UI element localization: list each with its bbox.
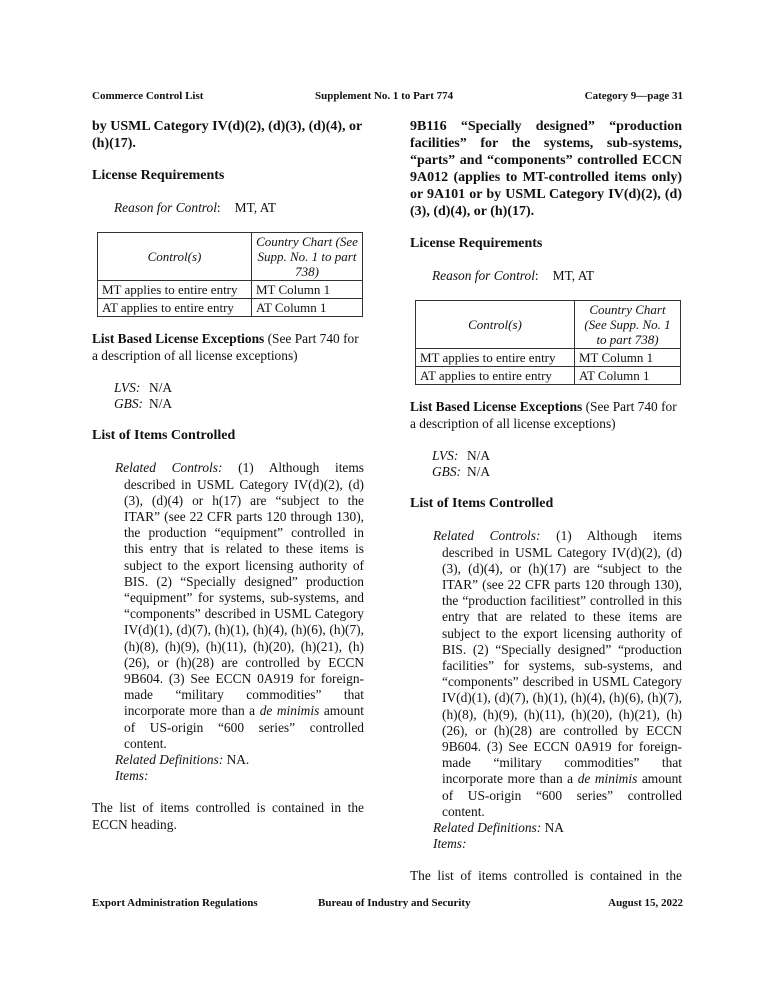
- related-controls-text: (1) Although items described in USML Category IV(d)(2), (d)(3), (d)(4) or h(17) are “subject to the ITAR” (see 22 CFR parts 120 through 130), the production “equipment” controlled in this entry that is related to these items is subject to the export licensing authority of BIS. (2) “Specially designed” production “equipment” for systems, sub-systems, and “components” described in USML Category IV(d)(1), (d)(7), (h)(1), (h)(4), (h)(6), (h)(7), (h)(8), (h)(9), (h)(11), (h)(20), (h)(21), (h)(26), or (h)(28) are controlled by ECCN 9B604. (3) See ECCN 0A919 for foreign-made “military commodities” that incorporate more than a: [124, 460, 364, 719]
- eccn-heading: 9B116 “Specially designed” “production facilities” for the systems, sub-systems, “parts” and “components” controlled ECCN 9A012 (applies to MT-controlled items only) or 9A101 or by USML Category IV(d)(2), (d)(3), (d)(4), or (h)(17).: [410, 119, 682, 219]
- exception-value: N/A: [467, 464, 491, 480]
- exception-key: GBS:: [114, 396, 144, 412]
- header-center: Supplement No. 1 to Part 774: [315, 90, 454, 102]
- country-cell: AT Column 1: [575, 367, 681, 385]
- lble-heading: List Based License Exceptions: [410, 399, 583, 415]
- table-row: [98, 299, 363, 317]
- exceptions-list: [410, 448, 682, 480]
- country-chart-header: Country Chart (See Supp. No. 1 to part 738): [252, 233, 363, 281]
- exception-key: LVS:: [432, 447, 459, 463]
- lble-heading: List Based License Exceptions: [92, 331, 265, 347]
- related-controls-label: Related Controls:: [433, 528, 541, 544]
- control-header: Control(s): [416, 301, 575, 349]
- control-cell: AT applies to entire entry: [98, 299, 252, 317]
- items-heading: List of Items Controlled: [410, 496, 554, 512]
- lble-note: (See Part 740 for a description of all license exceptions): [410, 399, 677, 431]
- reason-value: MT, AT: [234, 200, 277, 216]
- control-header: Control(s): [98, 233, 252, 281]
- related-controls-label: Related Controls:: [115, 460, 223, 476]
- header-right: Category 9—page 31: [584, 90, 683, 102]
- control-table: [97, 232, 363, 317]
- exception-row: [432, 448, 682, 464]
- de-minimis-emphasis: de minimis: [577, 771, 638, 787]
- related-definitions: [92, 752, 364, 768]
- license-requirements-heading: License Requirements: [410, 236, 543, 251]
- left-column: [92, 118, 364, 833]
- related-definitions: [410, 820, 682, 836]
- exception-row: [432, 464, 682, 480]
- items-label: Items:: [115, 768, 149, 784]
- lble-note: (See Part 740 for a description of all license exceptions): [92, 331, 359, 363]
- exception-value: N/A: [467, 447, 491, 463]
- de-minimis-emphasis: de minimis: [259, 703, 320, 719]
- header-left: Commerce Control List: [92, 90, 204, 102]
- country-cell: MT Column 1: [575, 349, 681, 367]
- closing-text: The list of items controlled is contained in the ECCN heading.: [92, 800, 364, 832]
- reason-label: Reason for Control: [432, 268, 535, 284]
- right-column: [410, 118, 682, 885]
- exception-key: LVS:: [114, 379, 141, 395]
- control-cell: MT applies to entire entry: [416, 349, 575, 367]
- closing-text: The list of items controlled is contained in the: [410, 868, 682, 884]
- exceptions-list: [92, 380, 364, 412]
- related-controls: [410, 528, 682, 820]
- table-row: [416, 367, 681, 385]
- control-cell: AT applies to entire entry: [416, 367, 575, 385]
- continuation-heading: by USML Category IV(d)(2), (d)(3), (d)(4), or (h)(17).: [92, 119, 362, 151]
- table-row: [98, 281, 363, 299]
- control-cell: MT applies to entire entry: [98, 281, 252, 299]
- license-requirements-heading: License Requirements: [92, 168, 225, 183]
- reason-value: MT, AT: [552, 268, 595, 284]
- exception-row: [114, 396, 364, 412]
- footer-right: August 15, 2022: [608, 897, 683, 909]
- related-definitions-label: Related Definitions:: [433, 820, 542, 836]
- control-table: [415, 300, 681, 385]
- reason-for-control: Reason for Control: MT, AT: [114, 200, 277, 216]
- items-heading: List of Items Controlled: [92, 428, 236, 444]
- exception-value: N/A: [149, 379, 173, 395]
- exception-key: GBS:: [432, 464, 462, 480]
- items-label: Items:: [433, 836, 467, 852]
- country-chart-header: Country Chart (See Supp. No. 1 to part 738): [575, 301, 681, 349]
- related-definitions-label: Related Definitions:: [115, 752, 224, 768]
- lble-paragraph: [92, 331, 364, 363]
- table-row: [416, 349, 681, 367]
- related-controls-text: (1) Although items described in USML Category IV(d)(2), (d)(3), (d)(4), or (h)(17) are “subject to the ITAR” (see 22 CFR parts 120 through 130), the “production facilitiest” controlled in this entry that are related to these items are subject to the export licensing authority of BIS. (2) “Specially designed” “production facilities” for systems, sub-systems, and “components” described in USML Category IV(d)(1), (d)(7), (h)(1), (h)(4), (h)(6), (h)(7), (h)(8), (h)(9), (h)(11), (h)(20), (h)(21), (h)(26), or (h)(28) are controlled by ECCN 9B604. (3) See ECCN 0A919 for foreign-made “military commodities” that incorporate more than a: [442, 528, 682, 787]
- exception-value: N/A: [149, 396, 173, 412]
- exception-row: [114, 380, 364, 396]
- related-controls-text-end: amount of US-origin “600 series” controlled content.: [124, 703, 365, 751]
- related-controls-text-end: amount of US-origin “600 series” controlled content.: [442, 771, 683, 819]
- reason-label: Reason for Control: [114, 200, 217, 216]
- related-controls: [92, 460, 364, 752]
- country-cell: MT Column 1: [252, 281, 363, 299]
- footer-center: Bureau of Industry and Security: [318, 897, 471, 909]
- related-definitions-value: NA: [541, 820, 564, 836]
- footer-left: Export Administration Regulations: [92, 897, 258, 909]
- country-cell: AT Column 1: [252, 299, 363, 317]
- related-definitions-value: NA.: [223, 752, 250, 768]
- lble-paragraph: [410, 399, 682, 431]
- reason-for-control: Reason for Control: MT, AT: [432, 268, 595, 284]
